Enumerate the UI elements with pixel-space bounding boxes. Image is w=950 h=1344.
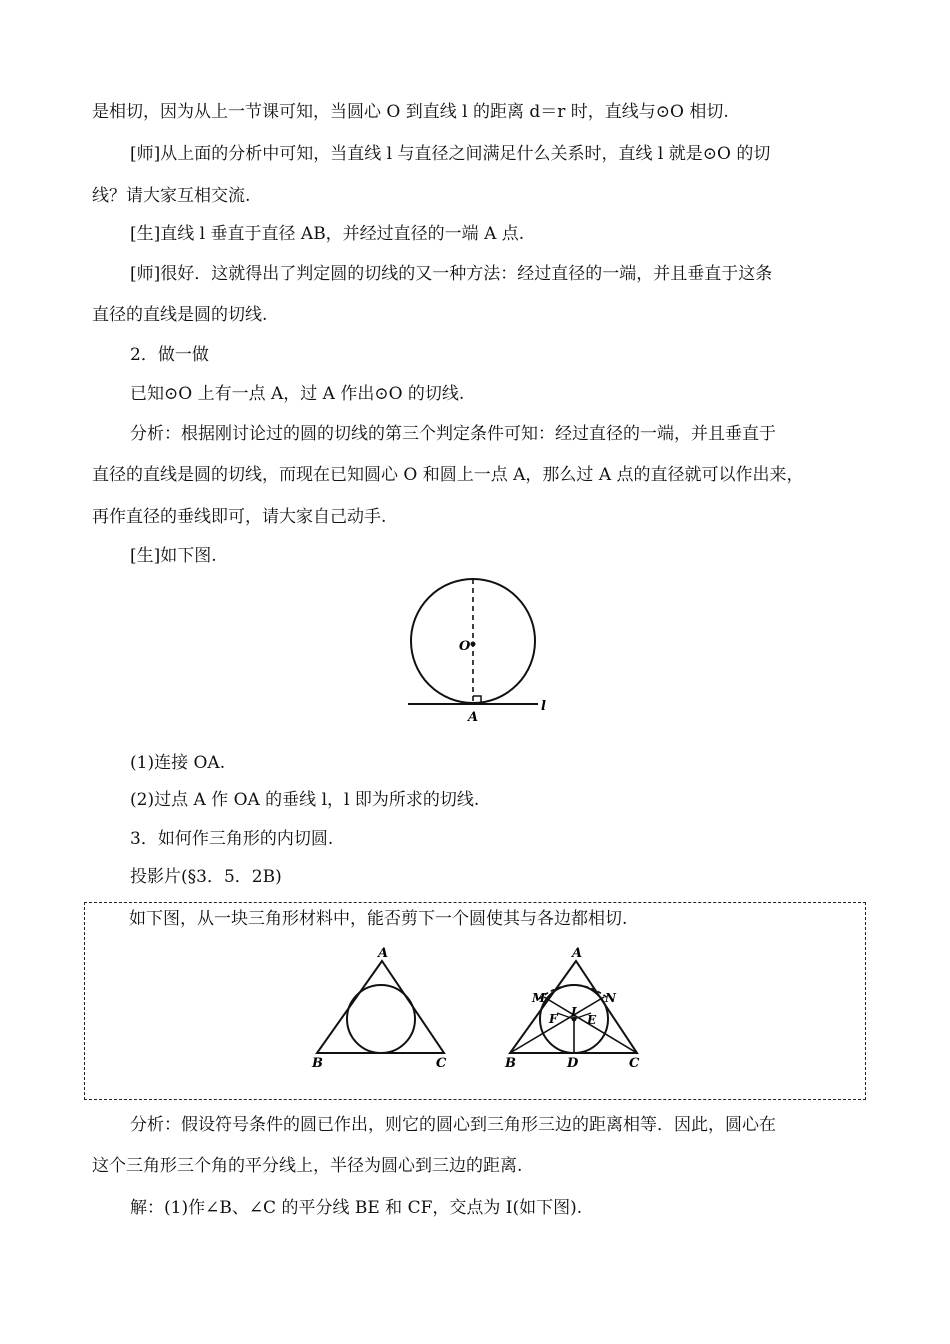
label-c: C bbox=[436, 1056, 447, 1071]
label-l: l bbox=[541, 699, 546, 714]
incircle bbox=[347, 985, 415, 1053]
section-heading: 3．如何作三角形的内切圆. bbox=[130, 829, 334, 849]
label-i: I bbox=[571, 1005, 577, 1019]
label-a: A bbox=[468, 710, 479, 725]
paragraph-line: [师]从上面的分析中可知，当直线 l 与直径之间满足什么关系时，直线 l 就是⊙O 的切 bbox=[130, 144, 771, 164]
paragraph-line: (2)过点 A 作 OA 的垂线 l，l 即为所求的切线. bbox=[130, 790, 480, 810]
paragraph-line: 分析：根据刚讨论过的圆的切线的第三个判定条件可知：经过直径的一端，并且垂直于 bbox=[130, 424, 776, 444]
label-n: N bbox=[605, 991, 616, 1005]
label-a: A bbox=[572, 946, 583, 961]
incircle-construction-figure bbox=[499, 943, 649, 1071]
label-b: B bbox=[505, 1056, 516, 1071]
label-d: D bbox=[567, 1056, 579, 1071]
center-point bbox=[471, 642, 476, 647]
label-e: E bbox=[587, 1013, 597, 1027]
paragraph-line: 已知⊙O 上有一点 A，过 A 作出⊙O 的切线. bbox=[130, 384, 465, 404]
paragraph-line: 分析：假设符号条件的圆已作出，则它的圆心到三角形三边的距离相等．因此，圆心在 bbox=[130, 1115, 776, 1135]
paragraph-line: 再作直径的垂线即可，请大家自己动手. bbox=[92, 507, 387, 527]
paragraph-line: [师]很好．这就得出了判定圆的切线的又一种方法：经过直径的一端，并且垂直于这条 bbox=[130, 264, 773, 284]
paragraph-line: 解：(1)作∠B、∠C 的平分线 BE 和 CF，交点为 I(如下图). bbox=[130, 1198, 583, 1218]
label-a: A bbox=[378, 946, 389, 961]
paragraph-line: [生]如下图. bbox=[130, 546, 217, 566]
triangle-incircle-figure bbox=[307, 943, 457, 1071]
projection-box bbox=[84, 902, 866, 1100]
label-c: C bbox=[629, 1056, 640, 1071]
paragraph-line: 这个三角形三个角的平分线上，半径为圆心到三边的距离. bbox=[92, 1156, 523, 1176]
triangle-abc bbox=[317, 961, 444, 1053]
label-f: F bbox=[549, 1012, 558, 1026]
paragraph-line: 投影片(§3．5．2B) bbox=[130, 867, 282, 887]
box-question: 如下图，从一块三角形材料中，能否剪下一个圆使其与各边都相切. bbox=[129, 909, 628, 929]
label-b: B bbox=[312, 1056, 323, 1071]
label-o: O bbox=[459, 639, 471, 654]
paragraph-line: (1)连接 OA. bbox=[130, 753, 226, 773]
paragraph-line: [生]直线 l 垂直于直径 AB，并经过直径的一端 A 点. bbox=[130, 224, 525, 244]
paragraph-line: 直径的直线是圆的切线. bbox=[92, 305, 268, 325]
tangent-figure bbox=[400, 578, 570, 728]
section-heading: 2．做一做 bbox=[130, 345, 209, 365]
label-m: M bbox=[532, 991, 546, 1005]
paragraph-line: 是相切，因为从上一节课可知，当圆心 O 到直线 l 的距离 d＝r 时，直线与⊙O 相切. bbox=[92, 102, 729, 122]
paragraph-line: 直径的直线是圆的切线，而现在已知圆心 O 和圆上一点 A，那么过 A 点的直径就可以作出来， bbox=[92, 465, 804, 485]
paragraph-line: 线？请大家互相交流. bbox=[92, 186, 251, 206]
